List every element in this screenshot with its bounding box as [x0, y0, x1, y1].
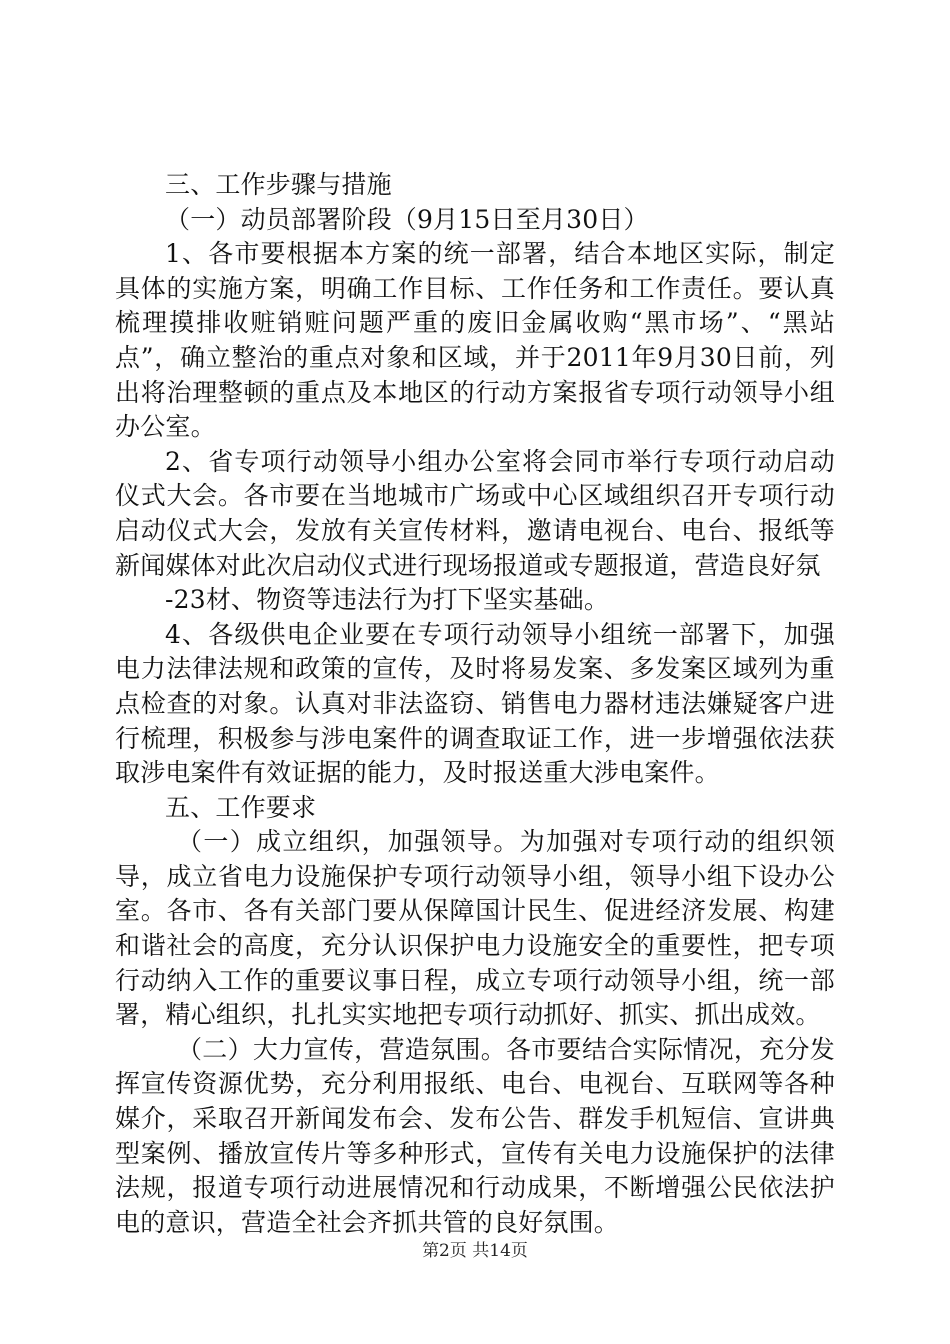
paragraph-requirement-1: （一）成立组织，加强领导。为加强对专项行动的组织领导，成立省电力设施保护专项行动领导小组，领导小组下设办公室。各市、各有关部门要从保障国计民生、促进经济发展、构建和谐社会的高度，充分认识保护电力设施安全的重要性，把专项行动纳入工作的重要议事日程，成立专项行动领导小组，统一部署，精心组织，扎扎实实地把专项行动抓好、抓实、抓出成效。 — [115, 827, 835, 1030]
paragraph-item-2: 2、省专项行动领导小组办公室将会同市举行专项行动启动仪式大会。各市要在当地城市广场或中心区域组织召开专项行动启动仪式大会，发放有关宣传材料，邀请电视台、电台、报纸等新闻媒体对此次启动仪式进行现场报道或专题报道，营造良好氛 — [115, 446, 835, 580]
paragraph-item-4: 4、各级供电企业要在专项行动领导小组统一部署下，加强电力法律法规和政策的宣传，及时将易发案、多发案区域列为重点检查的对象。认真对非法盗窃、销售电力器材违法嫌疑客户进行梳理，积极参与涉电案件的调查取证工作，进一步增强依法获取涉电案件有效证据的能力，及时报送重大涉电案件。 — [115, 619, 835, 788]
paragraph-requirement-2: （二）大力宣传，营造氛围。各市要结合实际情况，充分发挥宣传资源优势，充分利用报纸、电台、电视台、互联网等各种媒介，采取召开新闻发布会、发布公告、群发手机短信、宣讲典型案例、播放宣传片等多种形式，宣传有关电力设施保护的法律法规，报道专项行动进展情况和行动成果，不断增强公民依法护电的意识，营造全社会齐抓共管的良好氛围。 — [115, 1034, 835, 1237]
section-heading-steps: 三、工作步骤与措施 — [165, 170, 392, 199]
paragraph-fragment: -23材、物资等违法行为打下坚实基础。 — [165, 585, 610, 615]
page-footer: 第2页 共14页 — [422, 1241, 528, 1261]
subsection-heading-mobilization: （一）动员部署阶段（9月15日至月30日） — [165, 204, 649, 234]
document-body — [115, 168, 835, 1240]
section-heading-requirements: 五、工作要求 — [165, 792, 317, 822]
paragraph-item-1: 1、各市要根据本方案的统一部署，结合本地区实际，制定具体的实施方案，明确工作目标、工作任务和工作责任。要认真梳理摸排收赃销赃问题严重的废旧金属收购“黑市场”、“黑站点”，确立整治的重点对象和区域，并于2011年9月30日前，列出将治理整顿的重点及本地区的行动方案报省专项行动领导小组办公室。 — [115, 239, 835, 442]
